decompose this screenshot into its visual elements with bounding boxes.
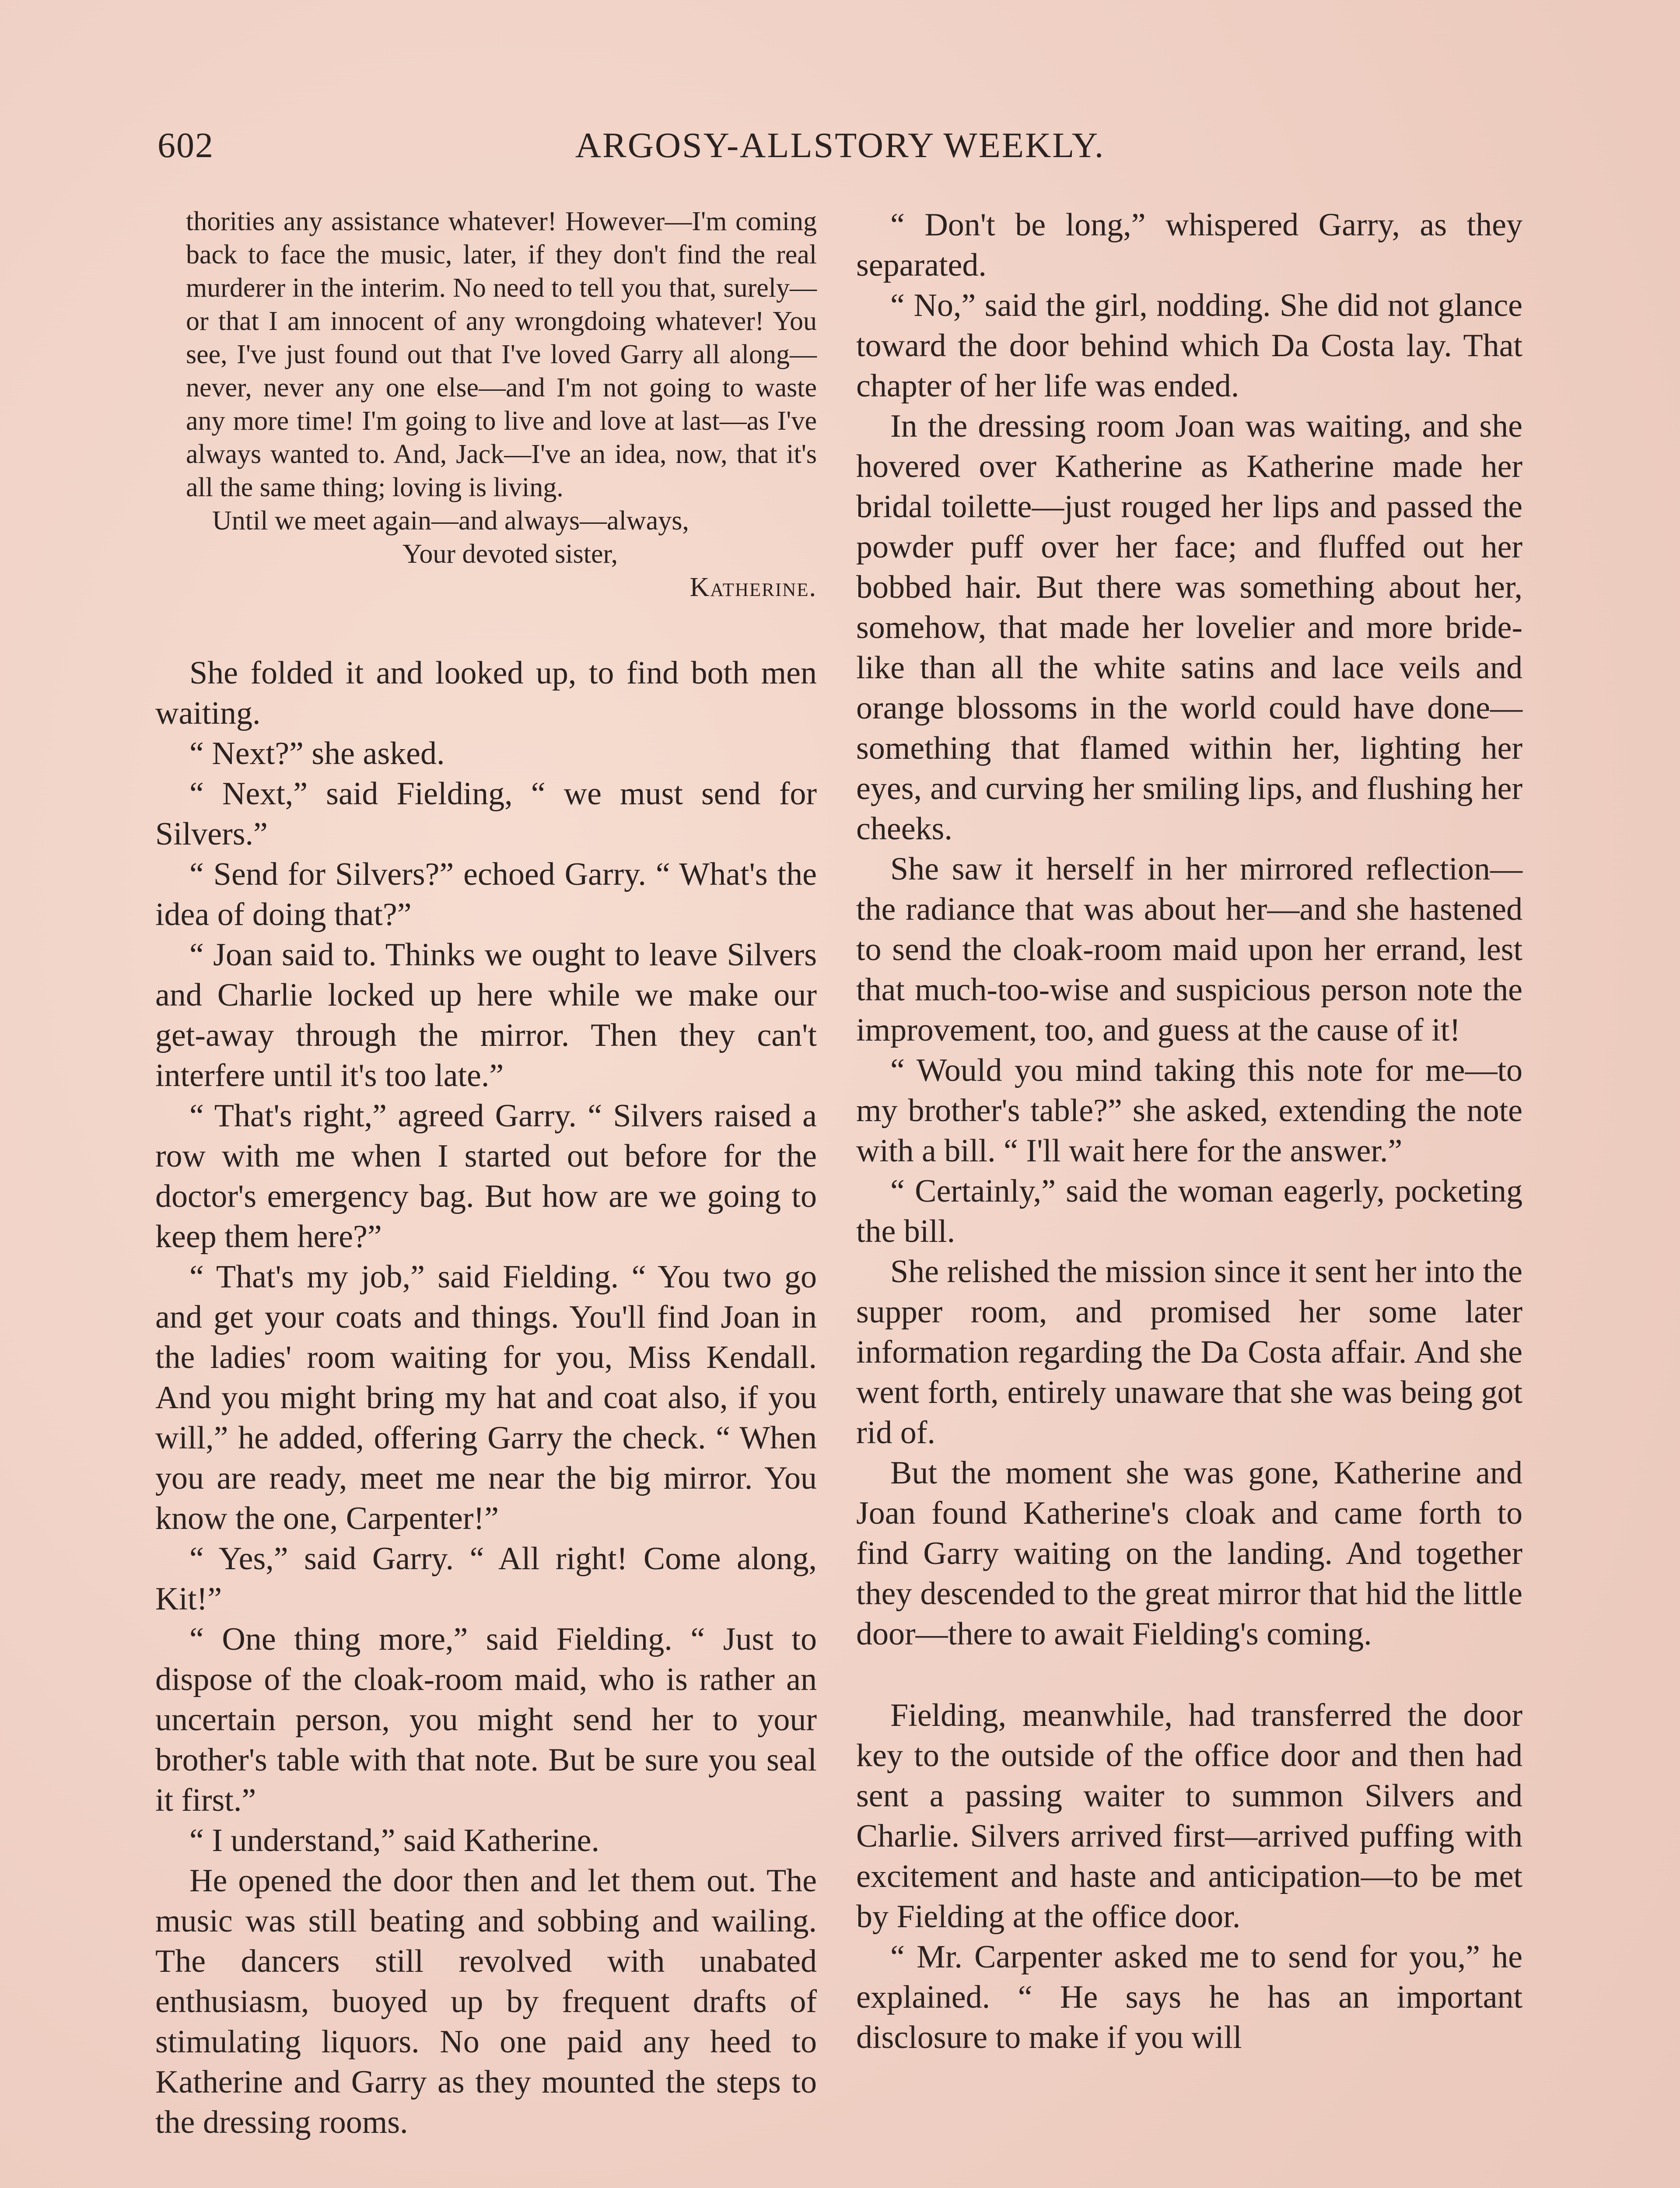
letter-signature: Katherine. — [690, 572, 817, 602]
paragraph: She folded it and looked up, to find both men waiting. — [155, 655, 817, 731]
paragraph: “ Joan said to. Thinks we ought to leave Silvers and Charlie locked up here while we make our get-away through the mirror. Then they can't interfere until it's too late.” — [155, 937, 817, 1094]
paragraph: She saw it herself in her mirrored reflection—the radiance that was about her—and she hastened to send the cloak-room maid upon her errand, lest that much-too-wise and suspicious person note the improvement, too, and guess at the cause of it! — [856, 851, 1522, 1048]
section-break — [856, 1654, 1522, 1695]
paragraph: She relished the mission since it sent her into the supper room, and promised her some later information regarding the Da Costa affair. And she went forth, entirely unaware that she was being got rid of. — [856, 1254, 1522, 1451]
paragraph: “ One thing more,” said Fielding. “ Just to dispose of the cloak-room maid, who is rather an uncertain person, you might send her to your brother's table with that note. But be sure you seal it first.” — [155, 1621, 817, 1818]
paragraph: “ Next,” said Fielding, “ we must send for Silvers.” — [155, 776, 817, 852]
paragraph: But the moment she was gone, Katherine and Joan found Katherine's cloak and came forth to find Garry waiting on the landing. And together they descended to the great mirror that hid the little door—there to await Fielding's coming. — [856, 1455, 1522, 1652]
right-body-text — [856, 205, 1522, 2058]
right-column — [856, 205, 1522, 2058]
page-number: 602 — [158, 125, 214, 165]
paragraph: He opened the door then and let them out. The music was still beating and sobbing and wailing. The dancers still revolved with unabated enthusiasm, buoyed up by frequent drafts of stimulating liquors. No one paid any heed to Katherine and Garry as they mounted the steps to the dressing rooms. — [155, 1863, 817, 2140]
left-body-text — [155, 653, 817, 2142]
paragraph: Fielding, meanwhile, had transferred the door key to the outside of the office door and then had sent a passing waiter to summon Silvers and Charlie. Silvers arrived first—arrived puffing with excitement and haste and anticipation—to be met by Fielding at the office door. — [856, 1697, 1522, 1935]
running-title: ARGOSY-ALLSTORY WEEKLY. — [575, 125, 1105, 165]
page-header — [158, 125, 1522, 177]
paragraph: “ Yes,” said Garry. “ All right! Come along, Kit!” — [155, 1541, 817, 1617]
paragraph: In the dressing room Joan was waiting, and she hovered over Katherine as Katherine made her bridal toilette—just rouged her lips and passed the powder puff over her face; and fluffed out her bobbed hair. But there was something about her, somehow, that made her lovelier and more bride-like than all the white satins and lace veils and orange blossoms in the world could have done—something that flamed within her, lighting her eyes, and curving her smiling lips, and flushing her cheeks. — [856, 408, 1522, 847]
paragraph: “ Certainly,” said the woman eagerly, pocketing the bill. — [856, 1173, 1522, 1249]
letter-block — [186, 205, 817, 604]
paragraph: “ I understand,” said Katherine. — [189, 1823, 599, 1858]
paragraph: “ Would you mind taking this note for me—to my brother's table?” she asked, extending the note with a bill. “ I'll wait here for the answer.” — [856, 1052, 1522, 1169]
paragraph: “ Don't be long,” whispered Garry, as they separated. — [856, 207, 1522, 283]
paragraph: “ Mr. Carpenter asked me to send for you,” he explained. “ He says he has an important disclosure to make if you will — [856, 1939, 1522, 2055]
paragraph: “ That's my job,” said Fielding. “ You two go and get your coats and things. You'll find Joan in the ladies' room waiting for you, Miss Kendall. And you might bring my hat and coat also, if you will,” he added, offering Garry the check. “ When you are ready, meet me near the big mirror. You know the one, Carpenter!” — [155, 1259, 817, 1536]
paragraph: “ No,” said the girl, nodding. She did not glance toward the door behind which Da Costa lay. That chapter of her life was ended. — [856, 288, 1522, 404]
paragraph: “ Next?” she asked. — [189, 736, 445, 771]
paragraph: “ That's right,” agreed Garry. “ Silvers raised a row with me when I started out before for the doctor's emergency bag. But how are we going to keep them here?” — [155, 1098, 817, 1255]
letter-closing: Until we meet again—and always—always, — [212, 506, 689, 536]
letter-signoff: Your devoted sister, — [402, 539, 618, 569]
left-column — [155, 205, 817, 2142]
paragraph: “ Send for Silvers?” echoed Garry. “ What's the idea of doing that?” — [155, 856, 817, 933]
letter-paragraph: thorities any assistance whatever! However—I'm coming back to face the music, later, if they don't find the real murderer in the interim. No need to tell you that, surely—or that I am innocent of any wrongdoing whatever! You see, I've just found out that I've loved Garry all along—never, never any one else—and I'm not going to waste any more time! I'm going to live and love at last—as I've always wanted to. And, Jack—I've an idea, now, that it's all the same thing; loving is living. — [186, 207, 817, 502]
